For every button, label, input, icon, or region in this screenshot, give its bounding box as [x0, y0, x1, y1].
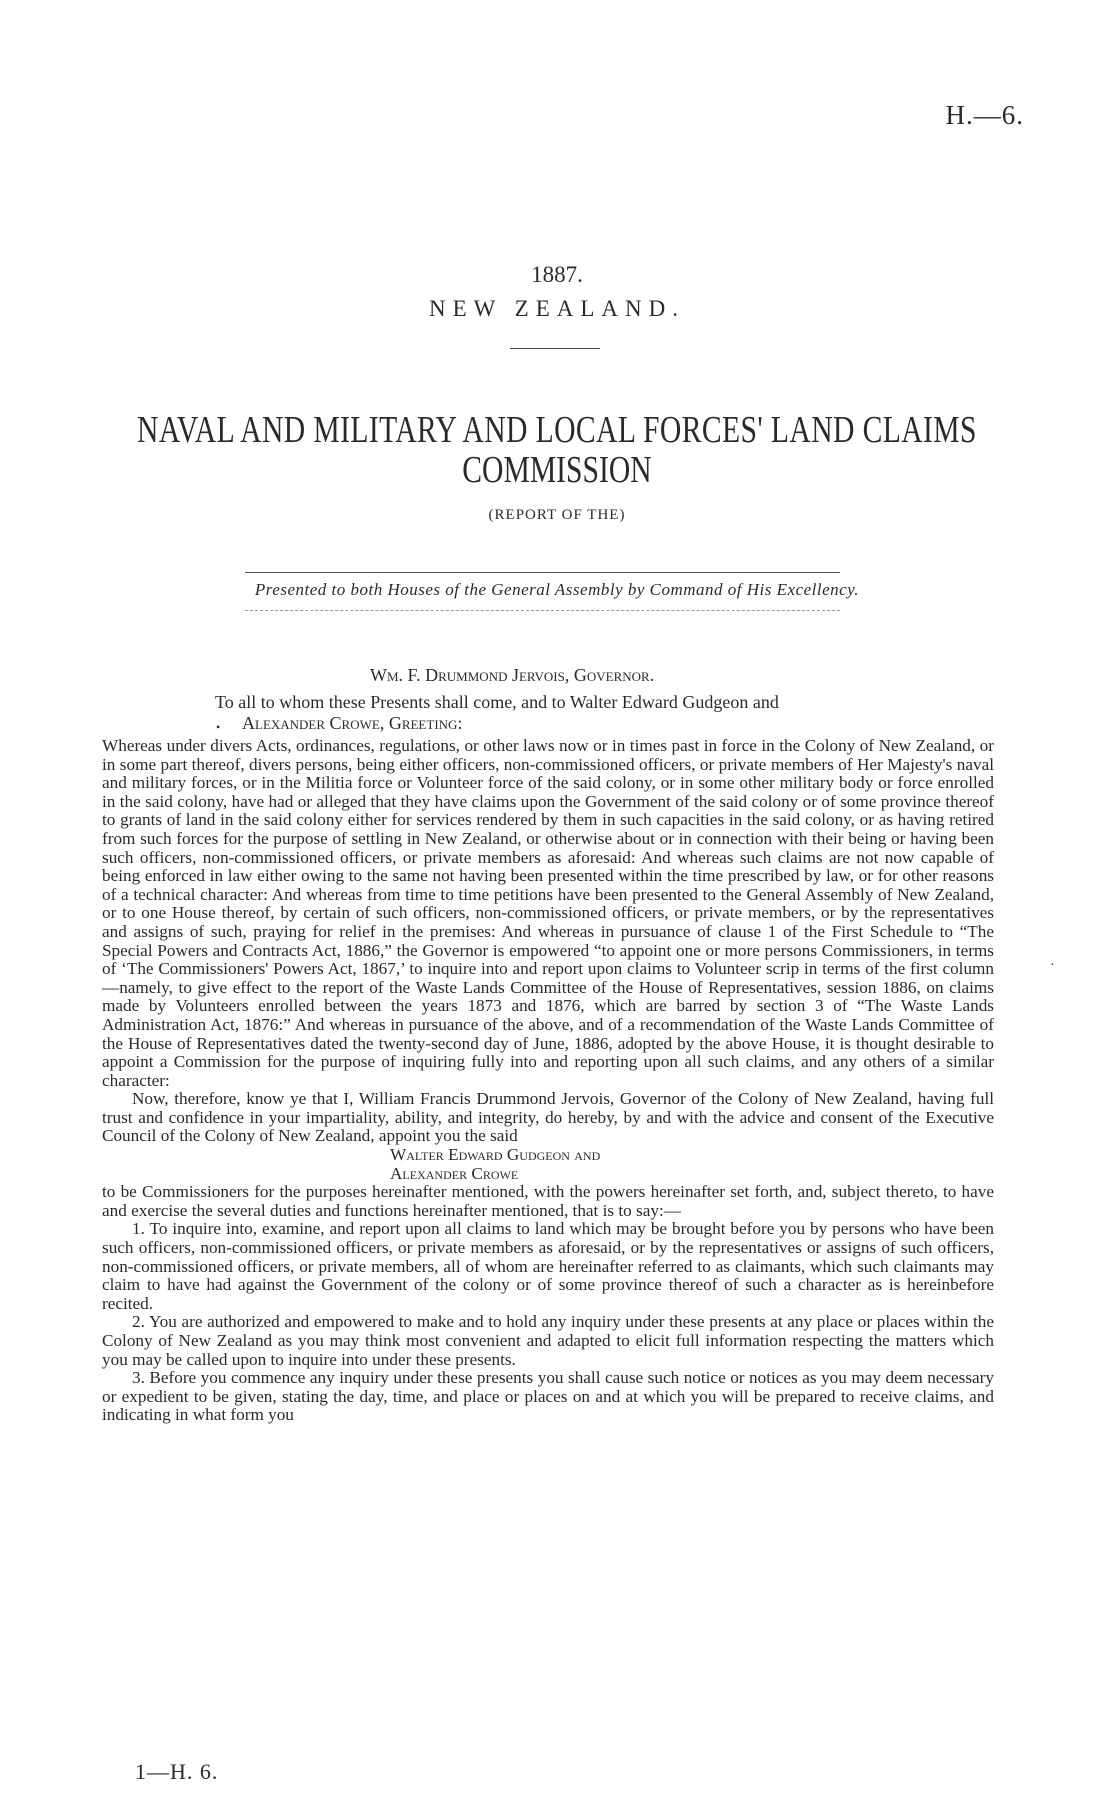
- address-line-2: Alexander Crowe, Greeting:: [242, 713, 463, 733]
- commissioner-name-1: Walter Edward Gudgeon and: [390, 1145, 601, 1165]
- address-line-1: To all to whom these Presents shall come, and to Walter Edward Gudgeon and: [215, 692, 779, 712]
- divider: [245, 610, 840, 611]
- page-signature: 1—H. 6.: [135, 1759, 219, 1784]
- commission-body: [102, 737, 994, 1425]
- report-title-line-1: NAVAL AND MILITARY AND LOCAL FORCES' LAND CLAIMS: [137, 409, 977, 451]
- governor-signature: Wm. F. Drummond Jervois, Governor.: [370, 665, 655, 685]
- whereas-paragraph: Whereas under divers Acts, ordinances, regulations, or other laws now or in times past in force in the Colony of New Zealand, or in some part thereof, divers persons, being either officers, non-commissioned officers, or private members of Her Majesty's naval and military forces, or in the Militia force or Volunteer force of the said colony, or in some other military body or force enrolled in the said colony, have had or alleged that they have claims upon the Government of the said colony or of some province thereof to grants of land in the said colony either for services rendered by them in such capacities in the said colony, or as having retired from such forces for the purpose of settling in New Zealand, or otherwise about or in connection with their being or having been such officers, non-commissioned officers, or private members as aforesaid: And whereas such claims are not now capable of being enforced in law either owing to the same not having been presented within the time prescribed by law, or for other reasons of a technical character: And whereas from time to time petitions have been presented to the General Assembly of New Zealand, or to one House thereof, by certain of such officers, non-commissioned officers, or private members, or by the representatives and assigns of such, praying for relief in the premises: And whereas in pursuance of clause 1 of the First Schedule to “The Special Powers and Contracts Act, 1886,” the Governor is empowered “to appoint one or more persons Commissioners, in terms of ‘The Commissioners' Powers Act, 1867,’ to inquire into and report upon claims to Volunteer scrip in terms of the first column—namely, to give effect to the report of the Waste Lands Committee of the House of Representatives, session 1886, on claims made by Volunteers enrolled between the years 1873 and 1876, which are barred by section 3 of “The Waste Lands Administration Act, 1876:” And whereas in pursuance of the above, and of a recommendation of the Waste Lands Committee of the House of Representatives dated the twenty-second day of June, 1886, adopted by the above House, it is thought desirable to appoint a Commission for the purpose of inquiring fully into and reporting upon all such claims, and any others of a similar character:: [102, 736, 994, 1090]
- presented-line: Presented to both Houses of the General Assembly by Command of His Excellency.: [254, 580, 860, 599]
- year: 1887.: [531, 262, 583, 287]
- bullet-mark: •: [216, 720, 221, 734]
- report-title-line-2: COMMISSION: [462, 449, 652, 491]
- divider: [510, 348, 600, 349]
- commissioner-name-2: Alexander Crowe: [390, 1163, 519, 1183]
- document-reference: H.—6.: [945, 100, 1024, 130]
- clause-2: 2. You are authorized and empowered to make and to hold any inquiry under these presents at any place or places within the Colony of New Zealand as you may think most convenient and adapted to elicit full information respecting the matters which you may be called upon to inquire into under these presents.: [102, 1312, 994, 1369]
- clause-1: 1. To inquire into, examine, and report upon all claims to land which may be brought before you by persons who have been such officers, non-commissioned officers, or private members as aforesaid, or by the representatives or assigns of such officers, non-commissioned officers, or private members, all of whom are hereinafter referred to as claimants, which such claimants may claim to have had against the Government of the colony or of some province thereof of such a character as is hereinbefore recited.: [102, 1219, 994, 1313]
- report-subtitle: (REPORT OF THE): [488, 507, 626, 523]
- clause-3: 3. Before you commence any inquiry under these presents you shall cause such notice or notices as you may deem necessary or expedient to be given, stating the day, time, and place or places on and at which you will be prepared to receive claims, and indicating in what form you: [102, 1368, 994, 1425]
- margin-mark: ·: [1050, 958, 1055, 973]
- now-therefore-paragraph: Now, therefore, know ye that I, William Francis Drummond Jervois, Governor of the Colony of New Zealand, having full trust and confidence in your impartiality, ability, and integrity, do hereby, by and with the advice and consent of the Executive Council of the Colony of New Zealand, appoint you the said: [102, 1089, 994, 1146]
- to-be-paragraph: to be Commissioners for the purposes hereinafter mentioned, with the powers hereinafter set forth, and, subject thereto, to have and exercise the several duties and functions hereinafter mentioned, that is to say:—: [102, 1182, 994, 1220]
- divider: [245, 572, 840, 573]
- country: NEW ZEALAND.: [428, 296, 686, 321]
